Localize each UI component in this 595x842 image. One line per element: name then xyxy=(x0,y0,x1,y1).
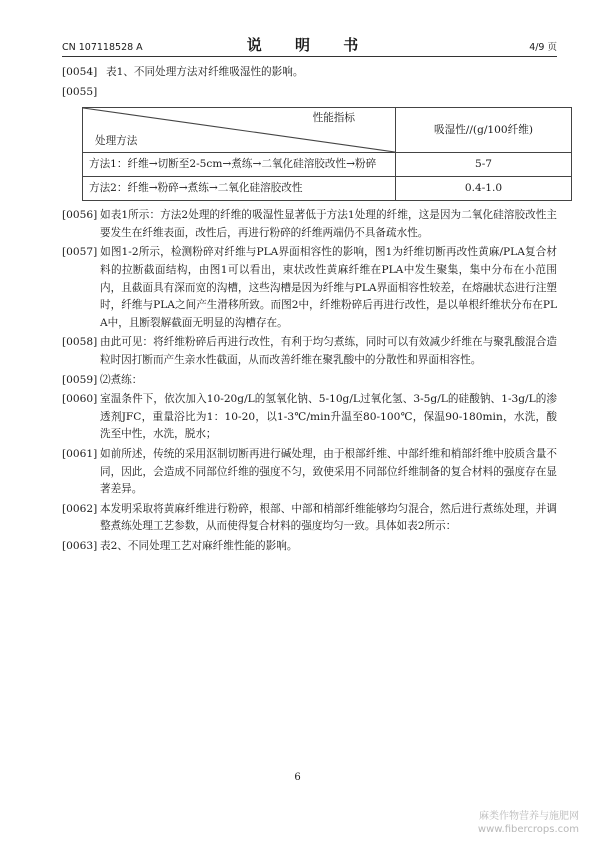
paragraph-0056 xyxy=(62,207,557,242)
page-number: 6 xyxy=(294,772,301,783)
paragraph-0062 xyxy=(62,501,557,536)
paragraph-0060 xyxy=(62,391,557,444)
paragraph-text: 表1、不同处理方法对纤维吸湿性的影响。 xyxy=(106,66,304,78)
table-cell-method: 方法1：纤维→切断至2-5cm→煮练→二氧化硅溶胶改性→粉碎 xyxy=(83,153,396,177)
table-1 xyxy=(82,107,572,201)
header-treatment-method: 处理方法 xyxy=(95,134,138,147)
table-diagonal-header-cell xyxy=(83,108,396,153)
table-cell-value: 5-7 xyxy=(396,153,572,177)
paragraph-0059 xyxy=(62,372,557,390)
paragraph-id: [0058] xyxy=(62,336,98,349)
paragraph-id: [0063] xyxy=(62,539,98,552)
paragraph-0055 xyxy=(62,84,557,102)
table-cell-value: 0.4-1.0 xyxy=(396,177,572,201)
paragraph-text: 室温条件下，依次加入10-20g/L的氢氧化钠、5-10g/L过氧化氢、3-5g/L的硅酸钠、1-3g/L的渗透剂JFC，重量浴比为1：10-20，以1-3℃/min升温至80-100℃，保温90-180min，水洗，酸洗至中性，水洗，脱水； xyxy=(100,393,557,441)
paragraph-0058 xyxy=(62,334,557,369)
header-performance-index: 性能指标 xyxy=(312,112,355,125)
table-cell-method: 方法2：纤维→粉碎→煮练→二氧化硅溶胶改性 xyxy=(83,177,396,201)
paragraph-0057 xyxy=(62,244,557,332)
paragraph-0061 xyxy=(62,446,557,499)
table-header-row xyxy=(83,108,572,153)
paragraph-text: 如前所述，传统的采用沤制切断再进行碱处理，由于根部纤维、中部纤维和梢部纤维中胶质含量不同，因此，会造成不同部位纤维的强度不匀，致使采用不同部位纤维制备的复合材料的强度存在显著差异。 xyxy=(100,447,557,496)
paragraph-text: 如图1-2所示，检测粉碎对纤维与PLA界面相容性的影响，图1为纤维切断再改性黄麻/PLA复合材料的拉断截面结构，由图1可以看出，束状改性黄麻纤维在PLA中发生聚集，集中分布在小范围内，且截面具有深而宽的沟槽，这些沟槽是因为纤维与PLA界面相容性较差，在熔融状态进行注塑时，纤维与PLA之间产生滑移所致。而图2中，纤维粉碎后再进行改性，是以单根纤维状分布在PLA中，且断裂解截面无明显的沟槽存在。 xyxy=(100,246,557,329)
paragraph-0054 xyxy=(62,64,557,82)
paragraph-id: [0057] xyxy=(62,246,98,259)
page-indicator: 4/9 页 xyxy=(529,42,557,53)
document-body xyxy=(62,64,557,557)
table-row xyxy=(83,177,572,201)
paragraph-text: 本发明采取将黄麻纤维进行粉碎，根部、中部和梢部纤维能够均匀混合，然后进行煮练处理，并调整煮练处理工艺参数，从而使得复合材料的强度均匀一致。具体如表2所示： xyxy=(100,502,557,533)
paragraph-text: 由此可见：将纤维粉碎后再进行改性，有利于均匀煮练，同时可以有效减少纤维在与聚乳酸混合造粒时因打断而产生亲水性截面，从而改善纤维在聚乳酸中的分散性和界面相容性。 xyxy=(100,336,557,366)
paragraph-id: [0060] xyxy=(62,393,98,406)
page-header xyxy=(62,34,557,57)
document-title: 说 明 书 xyxy=(246,36,373,54)
header-moisture-absorption: 吸湿性//(g/100纤维) xyxy=(396,108,572,153)
watermark-site-name: 麻类作物营养与施肥网 xyxy=(479,811,579,822)
watermark-url: www.fibercrops.com xyxy=(477,824,579,835)
paragraph-id: [0056] xyxy=(62,209,98,222)
paragraph-id: [0061] xyxy=(62,447,98,460)
paragraph-id: [0055] xyxy=(62,85,98,98)
paragraph-text: 表2、不同处理工艺对麻纤维性能的影响。 xyxy=(100,539,298,552)
paragraph-text: ⑵煮练： xyxy=(100,373,143,386)
paragraph-text: 如表1所示：方法2处理的纤维的吸湿性显著低于方法1处理的纤维，这是因为二氧化硅溶胶改性主要发生在纤维表面，改性后，再进行粉碎的纤维两端仍不具备疏水性。 xyxy=(100,209,557,239)
site-watermark xyxy=(478,810,579,836)
paragraph-0063 xyxy=(62,538,557,556)
paragraph-id: [0059] xyxy=(62,373,98,386)
table-row xyxy=(83,153,572,177)
publication-number: CN 107118528 A xyxy=(62,42,143,53)
paragraph-id: [0062] xyxy=(62,502,98,515)
paragraph-id: [0054] xyxy=(62,66,98,78)
